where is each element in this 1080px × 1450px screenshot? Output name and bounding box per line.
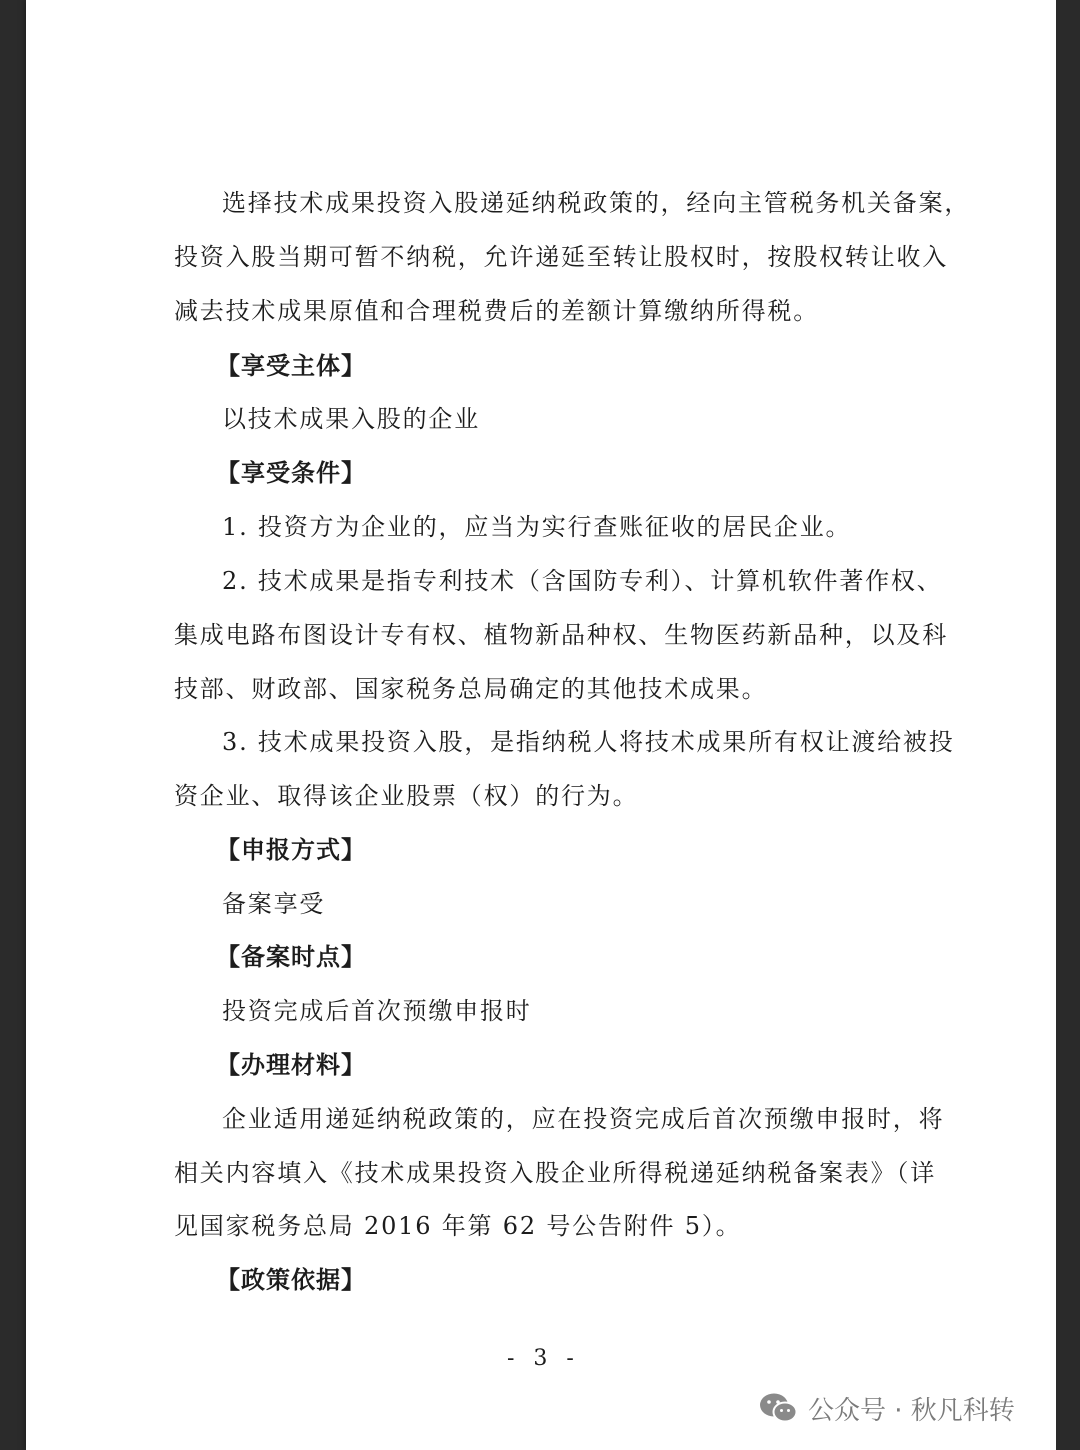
heading-filing-time: 【备案时点】 [216, 942, 366, 971]
heading-basis: 【政策依据】 [216, 1265, 366, 1294]
materials-line-2: 相关内容填入《技术成果投资入股企业所得税递延纳税备案表》（详 [174, 1159, 936, 1187]
materials-line-3: 见国家税务总局 2016 年第 62 号公告附件 5）。 [174, 1212, 742, 1240]
wechat-icon [758, 1391, 798, 1425]
heading-subject: 【享受主体】 [216, 351, 366, 380]
condition-line-3: 集成电路布图设计专有权、植物新品种权、生物医药新品种，以及科 [174, 621, 948, 649]
condition-line-1: 1. 投资方为企业的，应当为实行查账征收的居民企业。 [222, 513, 852, 541]
declaration-text: 备案享受 [222, 890, 326, 918]
condition-line-5: 3. 技术成果投资入股，是指纳税人将技术成果所有权让渡给被投 [222, 728, 955, 756]
filing-time-text: 投资完成后首次预缴申报时 [222, 997, 532, 1025]
viewer-left-margin [0, 0, 26, 1450]
condition-line-6: 资企业、取得该企业股票（权）的行为。 [174, 782, 639, 810]
paragraph-line-2: 投资入股当期可暂不纳税，允许递延至转让股权时，按股权转让收入 [174, 243, 948, 271]
heading-conditions: 【享受条件】 [216, 458, 366, 487]
document-page [26, 0, 1058, 1450]
watermark-text: 公众号 · 秋凡科转 [808, 1395, 1015, 1426]
paragraph-line-3: 减去技术成果原值和合理税费后的差额计算缴纳所得税。 [174, 297, 819, 325]
materials-line-1: 企业适用递延纳税政策的，应在投资完成后首次预缴申报时，将 [222, 1105, 945, 1133]
paragraph-line-1: 选择技术成果投资入股递延纳税政策的，经向主管税务机关备案， [222, 189, 971, 217]
watermark [758, 1388, 1015, 1428]
page-number: - 3 - [507, 1346, 580, 1371]
condition-line-4: 技部、财政部、国家税务总局确定的其他技术成果。 [174, 675, 768, 703]
subject-text: 以技术成果入股的企业 [222, 405, 480, 433]
heading-materials: 【办理材料】 [216, 1050, 366, 1079]
heading-declaration: 【申报方式】 [216, 835, 366, 864]
viewer-right-margin [1056, 0, 1080, 1450]
condition-line-2: 2. 技术成果是指专利技术（含国防专利）、计算机软件著作权、 [222, 567, 943, 595]
